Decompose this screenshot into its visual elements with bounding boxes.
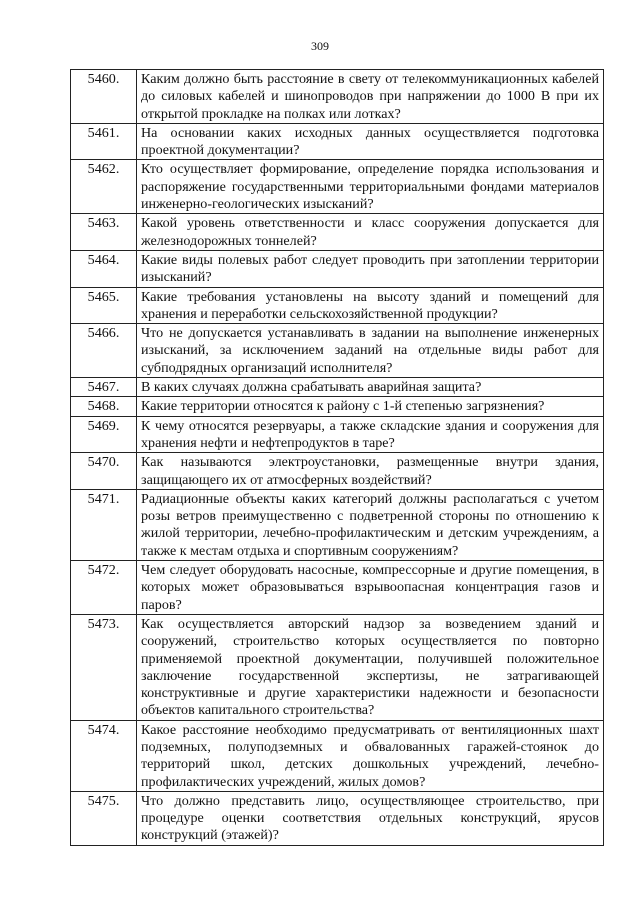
table-row bbox=[71, 324, 604, 378]
question-text: Какое расстояние необходимо предусматривать от вентиляционных шахт подземных, полуподземных и обвалованных гаражей-стоянок до территорий школ, детских дошкольных учреждений, лечебно-профилактических учреждений, жилых домов? bbox=[137, 720, 604, 791]
questions-table bbox=[70, 69, 604, 846]
table-row bbox=[71, 397, 604, 416]
question-text: Радиационные объекты каких категорий должны располагаться с учетом розы ветров преимущественно с подветренной стороны по отношению к жилой территории, лечебно-профилактическим и детским учреждениям, а также к местам отдыха и спортивным сооружениям? bbox=[137, 489, 604, 560]
question-text: Какие территории относятся к району с 1-й степенью загрязнения? bbox=[137, 397, 604, 416]
table-row bbox=[71, 214, 604, 251]
table-row bbox=[71, 561, 604, 615]
question-text: Какие виды полевых работ следует проводить при затоплении территории изысканий? bbox=[137, 250, 604, 287]
question-number: 5473. bbox=[71, 614, 137, 720]
question-number: 5461. bbox=[71, 123, 137, 160]
question-text: Каким должно быть расстояние в свету от телекоммуникационных кабелей до силовых кабелей и шинопроводов при напряжении до 1000 В при их открытой прокладке на полках или лотках? bbox=[137, 70, 604, 124]
question-text: К чему относятся резервуары, а также складские здания и сооружения для хранения нефти и нефтепродуктов в таре? bbox=[137, 416, 604, 453]
table-row bbox=[71, 489, 604, 560]
question-number: 5469. bbox=[71, 416, 137, 453]
question-number: 5462. bbox=[71, 160, 137, 214]
question-number: 5472. bbox=[71, 561, 137, 615]
table-row bbox=[71, 250, 604, 287]
question-number: 5464. bbox=[71, 250, 137, 287]
question-number: 5474. bbox=[71, 720, 137, 791]
table-row bbox=[71, 160, 604, 214]
table-row bbox=[71, 70, 604, 124]
question-number: 5466. bbox=[71, 324, 137, 378]
question-text: Что должно представить лицо, осуществляющее строительство, при процедуре оценки соответствия отдельных конструкций, ярусов конструкций (этажей)? bbox=[137, 791, 604, 845]
table-row bbox=[71, 123, 604, 160]
question-number: 5468. bbox=[71, 397, 137, 416]
question-text: Как называются электроустановки, размещенные внутри здания, защищающего их от атмосферных воздействий? bbox=[137, 453, 604, 490]
questions-table-body bbox=[71, 70, 604, 846]
question-text: В каких случаях должна срабатывать аварийная защита? bbox=[137, 378, 604, 397]
table-row bbox=[71, 378, 604, 397]
question-text: Как осуществляется авторский надзор за возведением зданий и сооружений, строительство которых осуществляется по повторно применяемой проектной документации, получившей положительное заключение государственной экспертизы, не затрагивающей конструктивные и другие характеристики надежности и безопасности объектов капитального строительства? bbox=[137, 614, 604, 720]
question-number: 5465. bbox=[71, 287, 137, 324]
question-number: 5475. bbox=[71, 791, 137, 845]
question-number: 5471. bbox=[71, 489, 137, 560]
question-text: Что не допускается устанавливать в задании на выполнение инженерных изысканий, за исключением заданий на отдельные виды работ для субподрядных организаций исполнителя? bbox=[137, 324, 604, 378]
table-row bbox=[71, 453, 604, 490]
question-text: Какие требования установлены на высоту зданий и помещений для хранения и переработки сельскохозяйственной продукции? bbox=[137, 287, 604, 324]
table-row bbox=[71, 287, 604, 324]
question-text: На основании каких исходных данных осуществляется подготовка проектной документации? bbox=[137, 123, 604, 160]
table-row bbox=[71, 416, 604, 453]
page-number: 309 bbox=[311, 39, 329, 53]
question-text: Чем следует оборудовать насосные, компрессорные и другие помещения, в которых может образовываться взрывоопасная концентрация газов и паров? bbox=[137, 561, 604, 615]
question-text: Какой уровень ответственности и класс сооружения допускается для железнодорожных тоннелей? bbox=[137, 214, 604, 251]
table-row bbox=[71, 720, 604, 791]
table-row bbox=[71, 614, 604, 720]
question-text: Кто осуществляет формирование, определение порядка использования и распоряжение государственными территориальными фондами материалов инженерно-геологических изысканий? bbox=[137, 160, 604, 214]
question-number: 5467. bbox=[71, 378, 137, 397]
question-number: 5470. bbox=[71, 453, 137, 490]
table-row bbox=[71, 791, 604, 845]
question-number: 5463. bbox=[71, 214, 137, 251]
question-number: 5460. bbox=[71, 70, 137, 124]
